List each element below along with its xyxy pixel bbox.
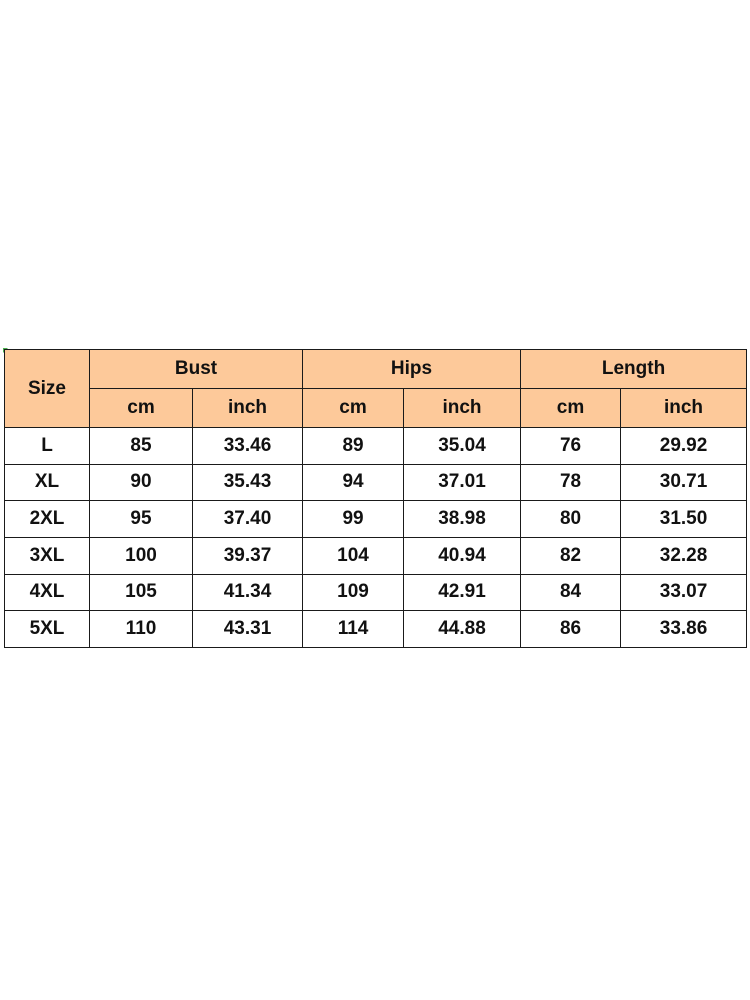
table-row: [5, 464, 747, 501]
cell-length-inch: 33.07: [621, 574, 747, 611]
table-row: [5, 611, 747, 648]
table-row: [5, 574, 747, 611]
cell-size: 2XL: [5, 501, 90, 538]
cell-length-inch: 33.86: [621, 611, 747, 648]
header-group-bust: Bust: [90, 350, 303, 389]
cell-length-inch: 30.71: [621, 464, 747, 501]
cell-bust-cm: 95: [90, 501, 193, 538]
header-unit-hips-inch: inch: [404, 389, 521, 428]
size-chart-table: [4, 349, 747, 648]
cell-length-cm: 78: [521, 464, 621, 501]
header-unit-length-cm: cm: [521, 389, 621, 428]
cell-length-cm: 86: [521, 611, 621, 648]
cell-bust-inch: 43.31: [193, 611, 303, 648]
table-row: [5, 428, 747, 465]
cell-bust-cm: 110: [90, 611, 193, 648]
cell-length-inch: 29.92: [621, 428, 747, 465]
cell-bust-cm: 90: [90, 464, 193, 501]
cell-bust-cm: 105: [90, 574, 193, 611]
header-group-length: Length: [521, 350, 747, 389]
cell-hips-cm: 109: [303, 574, 404, 611]
cell-size: 4XL: [5, 574, 90, 611]
cell-size: L: [5, 428, 90, 465]
cell-hips-inch: 44.88: [404, 611, 521, 648]
cell-bust-cm: 85: [90, 428, 193, 465]
header-row-groups: [5, 350, 747, 389]
header-row-units: [5, 389, 747, 428]
cell-hips-cm: 89: [303, 428, 404, 465]
cell-length-inch: 32.28: [621, 537, 747, 574]
cell-hips-inch: 40.94: [404, 537, 521, 574]
cell-hips-cm: 99: [303, 501, 404, 538]
cell-bust-inch: 39.37: [193, 537, 303, 574]
cell-size: XL: [5, 464, 90, 501]
cell-length-cm: 76: [521, 428, 621, 465]
cell-hips-inch: 37.01: [404, 464, 521, 501]
table-row: [5, 537, 747, 574]
cell-hips-cm: 104: [303, 537, 404, 574]
cell-bust-inch: 37.40: [193, 501, 303, 538]
cell-bust-inch: 33.46: [193, 428, 303, 465]
cell-bust-inch: 35.43: [193, 464, 303, 501]
table-row: [5, 501, 747, 538]
size-chart-body: [5, 428, 747, 648]
header-unit-hips-cm: cm: [303, 389, 404, 428]
cell-bust-inch: 41.34: [193, 574, 303, 611]
cell-size: 3XL: [5, 537, 90, 574]
cell-hips-inch: 42.91: [404, 574, 521, 611]
cell-length-inch: 31.50: [621, 501, 747, 538]
cell-length-cm: 80: [521, 501, 621, 538]
cell-hips-inch: 38.98: [404, 501, 521, 538]
header-unit-bust-inch: inch: [193, 389, 303, 428]
cell-hips-inch: 35.04: [404, 428, 521, 465]
cell-length-cm: 82: [521, 537, 621, 574]
header-unit-bust-cm: cm: [90, 389, 193, 428]
cell-hips-cm: 114: [303, 611, 404, 648]
cell-bust-cm: 100: [90, 537, 193, 574]
cell-size: 5XL: [5, 611, 90, 648]
header-group-hips: Hips: [303, 350, 521, 389]
header-size: Size: [5, 350, 90, 428]
header-unit-length-inch: inch: [621, 389, 747, 428]
size-chart-header: [5, 350, 747, 428]
cell-hips-cm: 94: [303, 464, 404, 501]
cell-length-cm: 84: [521, 574, 621, 611]
